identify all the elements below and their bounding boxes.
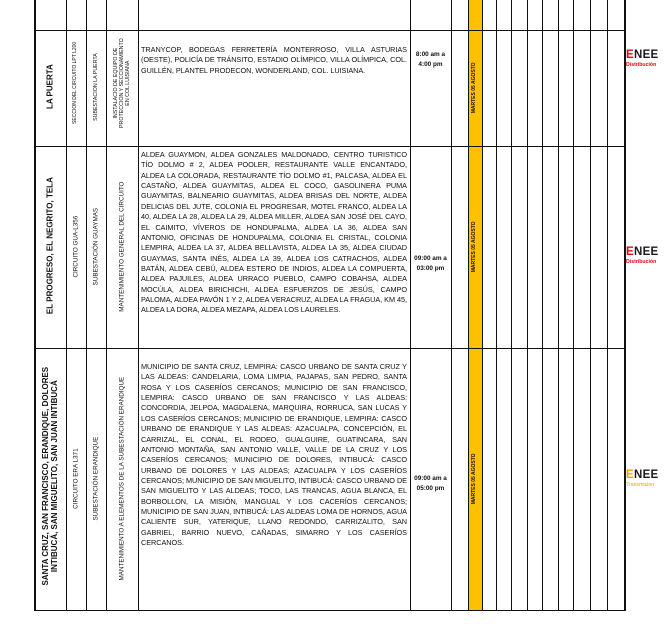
row-1-substation-cell [86, 30, 106, 146]
row-1-date-cell [468, 30, 482, 146]
row-3-work-cell [106, 348, 138, 610]
logo-accent-letter: E [626, 49, 634, 61]
row-1-logo-word [626, 50, 666, 62]
row-1-work-cell [106, 30, 138, 146]
logo-rest-letters: NEE [633, 469, 659, 481]
row-2-date-cell [468, 146, 482, 348]
row-3-work: MANTENIMIENTO A ELEMENTOS DE LA SUBESTACIÓN ERANDIQUE [118, 376, 126, 581]
row-3-circuit-cell [66, 348, 86, 610]
row-2-substation: SUBESTACIÓN GUAYMAS [92, 207, 100, 286]
row-3-region-cell [34, 348, 66, 610]
row-2-enee-logo [626, 247, 666, 265]
row-3-substation: SUBESTACIÓN ERANDIQUE [92, 436, 100, 521]
date-column-top-strip [468, 0, 482, 30]
row-3-circuit: CIRCUITO ERA L371 [72, 448, 80, 509]
row-1-enee-logo [626, 50, 666, 68]
row-2-circuit: CIRCUITO GUA-L356 [72, 215, 80, 278]
row-1-region: LA PUERTA [45, 64, 55, 110]
row-3-time [411, 474, 450, 493]
row-1-circuit: SECCION DEL CIRCUITO LPT L200 [72, 41, 79, 124]
row-3-logo-sub: Transmisión [626, 481, 655, 488]
row-3-time-start: 09:00 am a [414, 475, 447, 482]
row-3-region: SANTA CRUZ, SAN FRANCISCO, ERANDIQUE, DOLORES INTIBUCÁ, SAN MIGUELITO, SAN JUAN INTIBUCÁ [40, 366, 59, 586]
row-1-date: MARTES 05 AGOSTO [471, 62, 478, 114]
row-1-affected-areas: TRANYCOP, BODEGAS FERRETERÍA MONTERROSO, VILLA ASTURIAS (OESTE), POLICÍA DE TRÁNSITO, ESTADIO OLÍMPICO, VILLA OLÍMPICA, COL. GUILLÉN, PLANTEL PRODECON, WONDERLAND, COL. LUISIANA. [141, 45, 407, 75]
row-2-region-cell [34, 146, 66, 348]
row-1-substation: SUBESTACION LA PUERTA [92, 53, 99, 121]
row-1-time [411, 50, 450, 69]
row-3-date-cell [468, 348, 482, 610]
logo-accent-letter: E [626, 246, 634, 258]
row-3-logo-word [626, 470, 666, 482]
row-3-enee-logo [626, 470, 666, 488]
row-3-affected-areas: MUNICIPIO DE SANTA CRUZ, LEMPIRA: CASCO URBANO DE SANTA CRUZ Y LAS ALDEAS: CANDELARIA, LOMA LIMPIA, PAJAPAS, SAN PEDRO, SANTA ROSA Y LOS CASERÍOS CERCANOS; MUNICIPIO DE SAN FRANCISCO, LEMPIRA: CASCO URBANO DE SAN FRANCISCO Y LAS ALDEAS: CONCORDIA, JELPOA, MAGDALENA, MARQUIRA, RORRUCA, SAN LUCAS Y LOS CASERÍOS CERCANOS; MUNICIPIO DE ERANDIQUE, LEMPIRA: CASCO URBANO DE ERANDIQUE Y LAS ALDEAS: AZACUALPA, CONCEPCIÓN, EL CARRIZAL, EL CONAL, EL RODEO, GUALGUIRE, GUATINCARA, SAN ANTONIO MONTAÑA, SAN ANTONIO VALLE, VALLE DE LA CRUZ Y LOS CASERÍOS CERCANOS; MUNICIPIO DE DOLORES, INTIBUCÁ: CASCO URBANO DE DOLORES Y LAS ALDEAS; AZACUALPA Y LOS CASERÍOS CERCANOS; MUNICIPIO DE SAN MIGUELITO, INTIBUCÁ: CASCO URBANO DE SAN MIGUELITO Y LAS ALDEAS; TOCO, LAS TRANCAS, AGUA BLANCA, EL BORBOLLON, LA MISIÓN, MANGUAL Y LOS CACERÍOS CERCANOS; MUNICIPIO DE SAN JUAN, INTIBUCÁ: LAS ALDEAS LOMA DE HORNOS, AGUA CALIENTE SUR, YATERIQUE, LLANO REDONDO, CARRIZALITO, SAN GABRIEL, BARRIO NUEVO, CAÑADAS, SIMARRO Y LOS CASERÍOS CERCANOS. [141, 362, 407, 548]
row-2-region: EL PROGRESO, EL NEGRITO, TELA [45, 177, 55, 315]
row-2-affected-areas: ALDEA GUAYMON, ALDEA GONZALES MALDONADO, CENTRO TURISTICO TÍO DOLMO # 2, ALDEA POOLER, RESTAURANTE VALLE ENCANTADO, ALDEA LA COLORADA, RESTAURANTE TÍO DOLMO #1, PALCASA, ALDEA EL CASTAÑO, ALDEA GUAYMITAS, ALDEA EL COCO, GASOLINERA PUMA GUAYMITAS, BALNEARIO GUAYMITAS, ALDEA BRISAS DEL NORTE, ALDEA DELICIAS DEL JUTE, COLONIA EL PROGRESAR, MOTEL FRANCO, ALDEA LA 40, ALDEA LA 28, ALDEA LA 29, ALDEA MILLER, ALDEA SAN JOSÉ DEL CAYO, EL CAIMITO, VÍVEROS DE HONDUPALMA, ALDEA LA 36, ALDEA SAN ANTONIO, OFICINAS DE HONDUPALMA, COLONIA EL CRISTAL, COLONIA LEMPIRA, ALDEA LA 37, ALDEA BELLAVISTA, ALDEA LA 35, ALDEA CIUDAD GUAYMAS, SANTA INÉS, ALDEA LA 39, ALDEA LOS CATRACHOS, ALDEA BATÁN, ALDEA CEBÚ, ALDEA ESTERO DE INDIOS, ALDEA LA COMPUERTA, ALDEA PAJUILES, ALDEA URRACO PUEBLO, CAMPO COBAHSA, ALDEA MOCÚLA, ALDEA BIRICHICHI, ALDEA ESFUERZOS DE JESÚS, CAMPO PALOMA, ALDEA PAVÓN 1 Y 2, ALDEA VERACRUZ, ALDEA LA FRAGUA, KM 45, ALDEA LA DORA, ALDEA MEZAPA, ALDEA LOS LAURELES. [141, 150, 407, 315]
row-2-time [411, 254, 450, 273]
row-1-circuit-cell [66, 30, 86, 146]
row-1-logo-sub: Distribución [626, 61, 657, 68]
row-2-work-cell [106, 146, 138, 348]
row-3-substation-cell [86, 348, 106, 610]
row-2-time-end: 03:00 pm [416, 264, 445, 272]
row-1-region-cell [34, 30, 66, 146]
row-2-time-start: 09:00 am a [414, 255, 447, 262]
logo-rest-letters: NEE [633, 49, 659, 61]
row-3-date: MARTES 05 AGOSTO [471, 453, 478, 505]
row-2-logo-word [626, 247, 666, 259]
row-2-date: MARTES 05 AGOSTO [471, 221, 478, 273]
row-1-time-start: 8:00 am a [415, 51, 446, 58]
logo-accent-letter: E [626, 469, 634, 481]
row-2-work: MANTENIMIENTO GENERAL DEL CIRCUITO [118, 181, 126, 312]
row-3-time-end: 05:00 pm [416, 484, 445, 492]
row-1-work: INSTALACIO DE EQUIPO DE PROTECCION Y SECCIONAMIENTO EN COL LUISIANA [112, 38, 132, 129]
row-2-logo-sub: Distribución [626, 258, 657, 265]
logo-rest-letters: NEE [633, 246, 659, 258]
row-1-time-end: 4:00 pm [418, 60, 443, 68]
row-2-substation-cell [86, 146, 106, 348]
row-2-circuit-cell [66, 146, 86, 348]
